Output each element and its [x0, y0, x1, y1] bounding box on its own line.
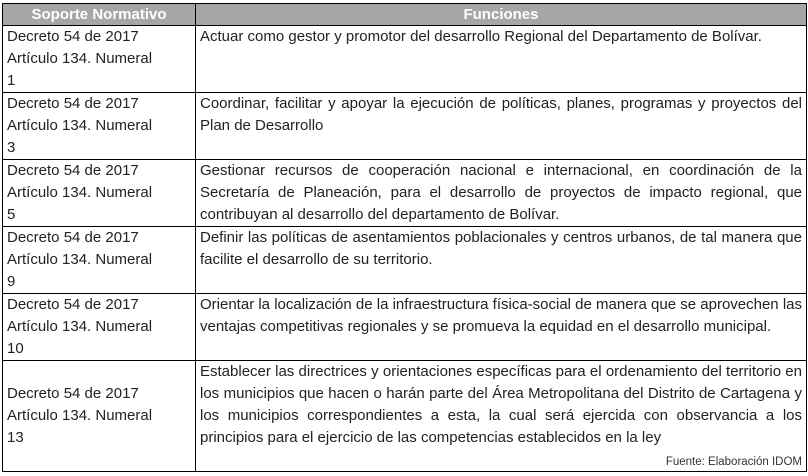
soporte-articulo: Artículo 134. Numeral [7, 50, 153, 67]
table-row [3, 361, 807, 472]
funcion-cell: Definir las políticas de asentamientos poblacionales y centros urbanos, de tal manera que facilite el desarrollo de su territorio. [196, 227, 807, 294]
soporte-cell [3, 26, 196, 93]
funcion-cell: Gestionar recursos de cooperación nacional e internacional, en coordinación de la Secretaría de Planeación, para el desarrollo de proyectos de impacto regional, que contribuyan al desarrollo del departamento de Bolívar. [196, 160, 807, 227]
soporte-decreto: Decreto 54 de 2017 [7, 162, 139, 179]
funcion-cell: Establecer las directrices y orientaciones específicas para el ordenamiento del territorio en los municipios que hacen o harán parte del Área Metropolitana del Distrito de Cartagena y los municipios correspondientes a esta, la cual será ejercida con observancia a los principios para el ejercicio de las competencias establecidos en la ley [196, 361, 807, 472]
header-soporte: Soporte Normativo [3, 4, 196, 26]
soporte-cell [3, 93, 196, 160]
soporte-cell [3, 227, 196, 294]
soporte-articulo: Artículo 134. Numeral [7, 184, 153, 201]
soporte-cell [3, 160, 196, 227]
soporte-numeral: 13 [7, 429, 24, 446]
table-row [3, 93, 807, 160]
header-row [3, 4, 807, 26]
soporte-articulo: Artículo 134. Numeral [7, 117, 153, 134]
table-row [3, 227, 807, 294]
soporte-numeral: 9 [7, 273, 16, 290]
funcion-cell: Coordinar, facilitar y apoyar la ejecución de políticas, planes, programas y proyectos del Plan de Desarrollo [196, 93, 807, 160]
soporte-numeral: 10 [7, 340, 24, 357]
table-row [3, 160, 807, 227]
soporte-numeral: 1 [7, 72, 16, 89]
soporte-numeral: 5 [7, 206, 16, 223]
normative-functions-table [2, 3, 807, 472]
soporte-decreto: Decreto 54 de 2017 [7, 95, 139, 112]
soporte-cell [3, 361, 196, 472]
source-caption: Fuente: Elaboración IDOM [665, 456, 802, 468]
soporte-decreto: Decreto 54 de 2017 [7, 296, 139, 313]
soporte-cell [3, 294, 196, 361]
funcion-cell: Actuar como gestor y promotor del desarrollo Regional del Departamento de Bolívar. [196, 26, 807, 93]
soporte-numeral: 3 [7, 139, 16, 156]
funcion-cell: Orientar la localización de la infraestructura física-social de manera que se aprovechen las ventajas competitivas regionales y se promueva la equidad en el desarrollo municipal. [196, 294, 807, 361]
soporte-articulo: Artículo 134. Numeral [7, 251, 153, 268]
soporte-articulo: Artículo 134. Numeral [7, 407, 153, 424]
table-row [3, 294, 807, 361]
soporte-articulo: Artículo 134. Numeral [7, 318, 153, 335]
soporte-decreto: Decreto 54 de 2017 [7, 229, 139, 246]
table-row [3, 26, 807, 93]
soporte-decreto: Decreto 54 de 2017 [7, 385, 139, 402]
header-funciones: Funciones [196, 4, 807, 26]
soporte-decreto: Decreto 54 de 2017 [7, 28, 139, 45]
